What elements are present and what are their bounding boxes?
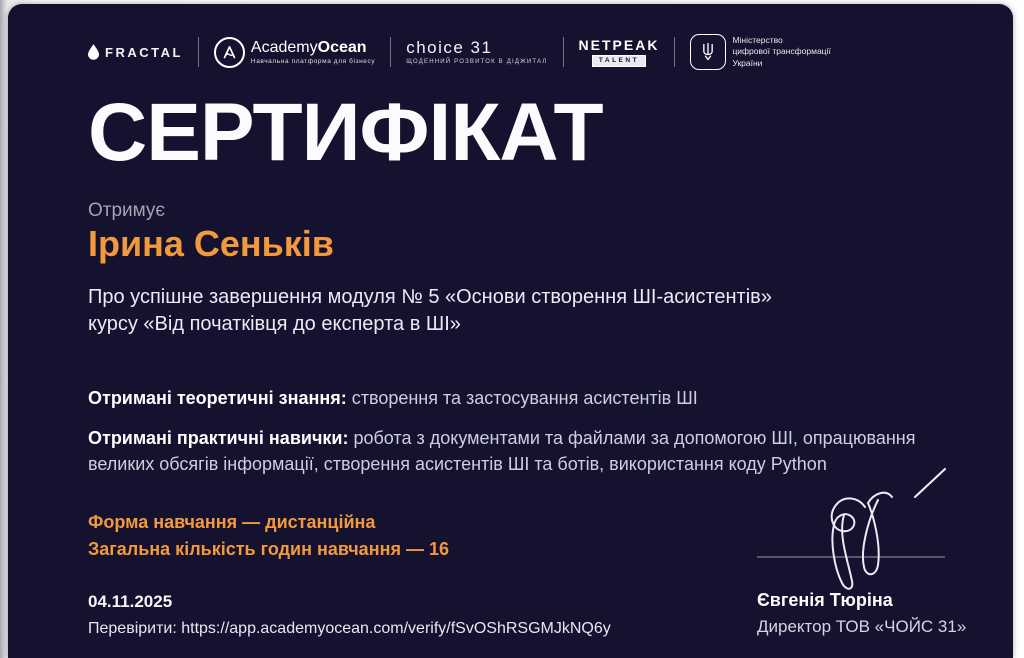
course-description-line1: Про успішне завершення модуля № 5 «Основи створення ШІ-асистентів» bbox=[88, 286, 772, 308]
academyocean-wordmark: AcademyOcean bbox=[250, 38, 367, 56]
signature-image bbox=[740, 455, 955, 605]
practice-text: робота з документами та файлами за допомогою ШІ, опрацювання великих обсягів інформації, створення асистентів ШІ та ботів, використання коду Python bbox=[88, 428, 916, 475]
theory-label: Отримані теоретичні знання: bbox=[88, 388, 347, 408]
verify-url-text: Перевірити: https://app.academyocean.com/verify/fSvOShRSGMJkNQ6y bbox=[88, 620, 611, 637]
trident-icon bbox=[690, 34, 726, 70]
study-hours-line: Загальна кількість годин навчання — 16 bbox=[88, 539, 449, 559]
choice31-tagline: ЩОДЕННИЙ РОЗВИТОК В ДІДЖИТАЛ bbox=[406, 58, 548, 65]
ministry-logo bbox=[690, 34, 830, 70]
theory-paragraph bbox=[88, 385, 968, 411]
certificate-card bbox=[8, 4, 1013, 658]
logo-divider bbox=[674, 37, 675, 67]
signer-title: Директор ТОВ «ЧОЙС 31» bbox=[757, 617, 967, 636]
ministry-text: Міністерство цифрової трансформації України bbox=[732, 35, 831, 68]
netpeak-wordmark: NETPEAK bbox=[578, 37, 660, 54]
choice31-logo bbox=[406, 38, 547, 65]
netpeak-talent-badge: TALENT bbox=[592, 55, 646, 66]
netpeak-logo bbox=[579, 37, 660, 67]
droplet-icon bbox=[88, 44, 99, 60]
certificate-title: СЕРТИФІКАТ bbox=[88, 87, 603, 178]
fractal-logo bbox=[88, 44, 183, 60]
course-description-line2: курсу «Від початківця до експерта в ШІ» bbox=[88, 313, 461, 335]
academyocean-logo bbox=[214, 37, 375, 68]
issue-date: 04.11.2025 bbox=[88, 592, 173, 611]
course-description bbox=[88, 284, 772, 338]
practice-label: Отримані практичні навички: bbox=[88, 428, 349, 448]
logo-divider bbox=[563, 37, 564, 67]
study-form-line: Форма навчання — дистанційна bbox=[88, 512, 376, 532]
logo-divider bbox=[390, 37, 391, 67]
recipient-label: Отримує bbox=[88, 200, 166, 221]
academyocean-tagline: Навчальна платформа для бізнесу bbox=[250, 57, 376, 65]
choice31-wordmark: choice 31 bbox=[406, 38, 493, 58]
fractal-wordmark: FRACTAL bbox=[105, 44, 183, 60]
academyocean-icon bbox=[214, 37, 245, 68]
partner-logos-row bbox=[88, 34, 831, 70]
signer-name: Євгенія Тюріна bbox=[757, 590, 893, 610]
recipient-name: Ірина Сеньків bbox=[88, 223, 334, 264]
theory-text: створення та застосування асистентів ШІ bbox=[346, 388, 698, 408]
logo-divider bbox=[198, 37, 199, 67]
